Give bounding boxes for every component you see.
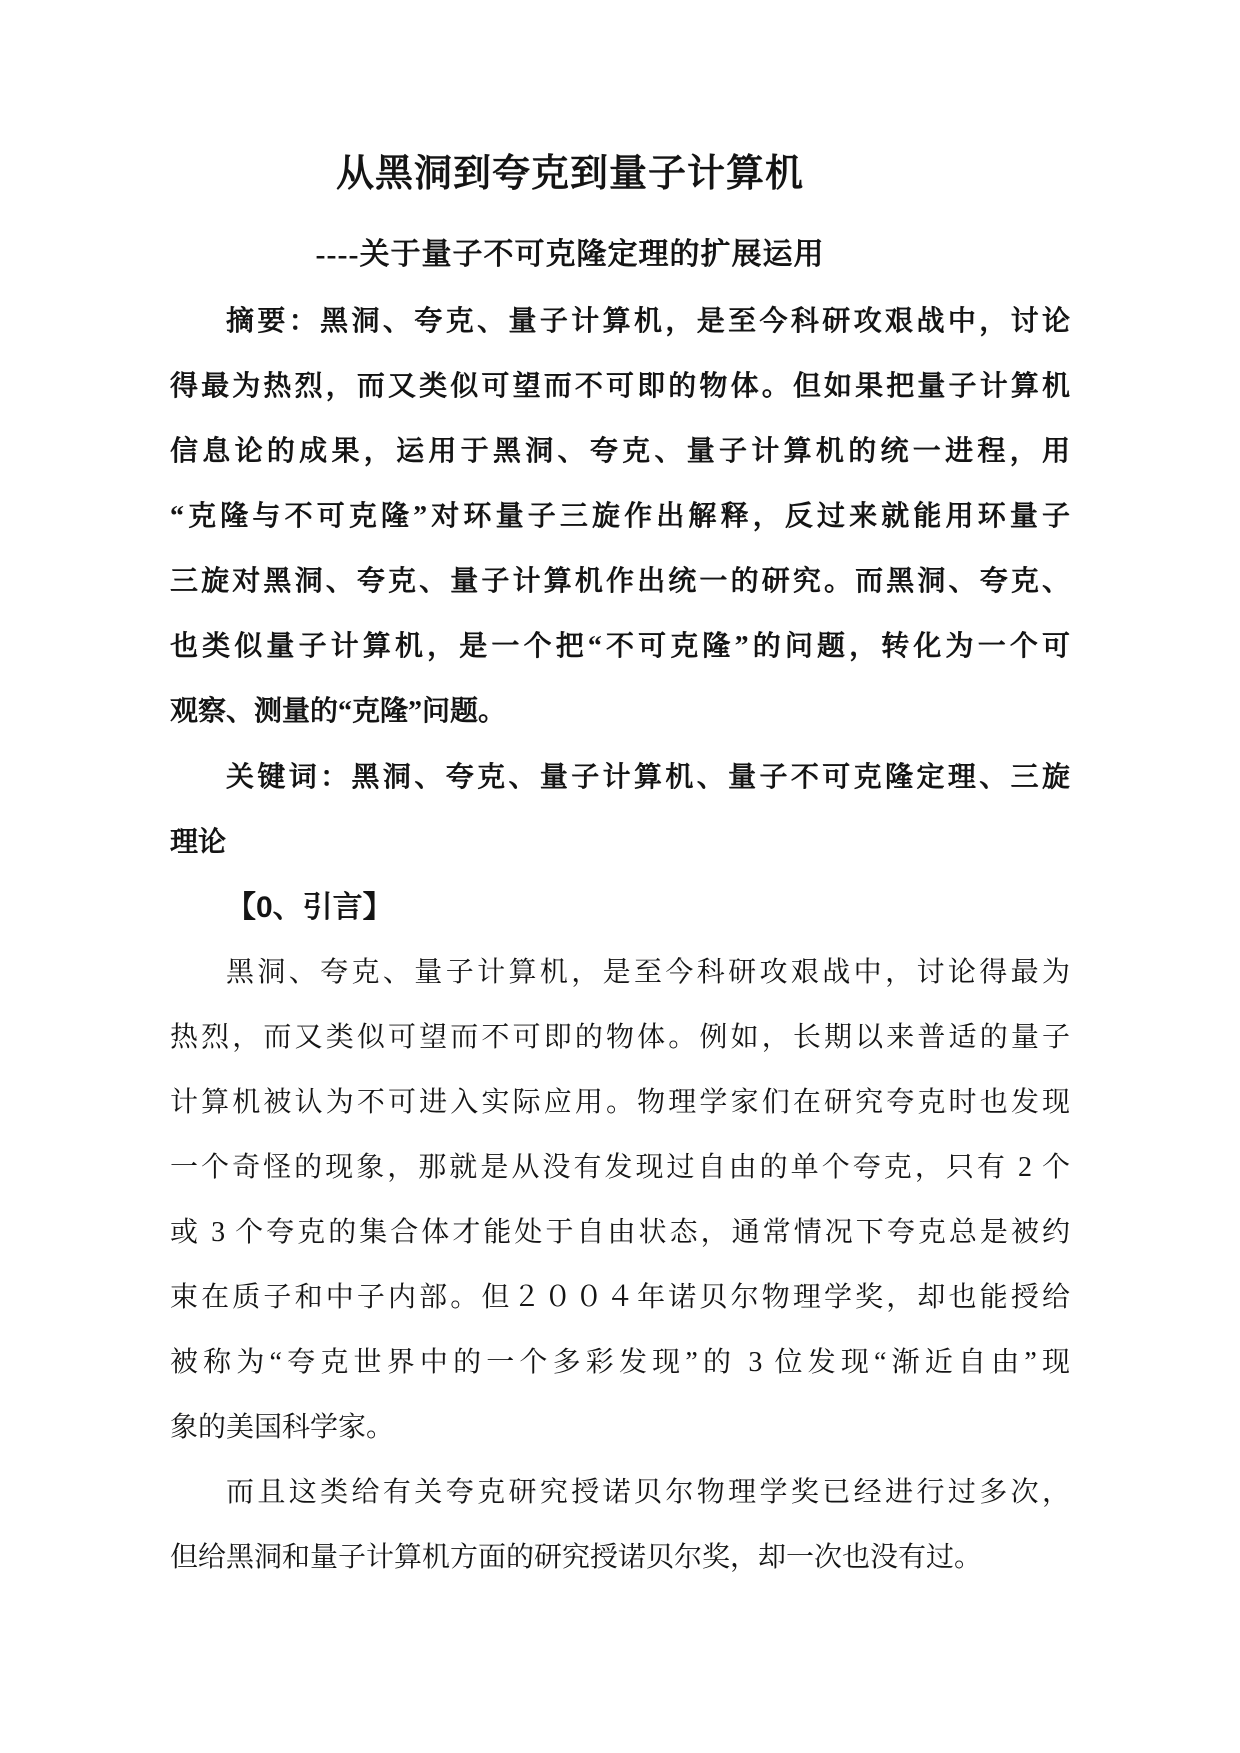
keywords-line: 理论 [170, 827, 227, 858]
body-line: 一个奇怪的现象，那就是从没有发现过自由的单个夸克，只有 2 个 [170, 1152, 1070, 1183]
abstract-line: 三旋对黑洞、夸克、量子计算机作出统一的研究。而黑洞、夸克、 [170, 566, 1070, 597]
body-line: 束在质子和中子内部。但２００４年诺贝尔物理学奖，却也能授给 [170, 1282, 1070, 1313]
document-title: 从黑洞到夸克到量子计算机 [335, 153, 804, 195]
abstract-line: 得最为热烈，而又类似可望而不可即的物体。但如果把量子计算机 [170, 371, 1070, 402]
abstract-line: “克隆与不可克隆”对环量子三旋作出解释，反过来就能用环量子 [170, 501, 1070, 532]
document-subtitle: ----关于量子不可克隆定理的扩展运用 [315, 238, 825, 271]
keywords-label: 关键词： [226, 761, 352, 792]
body-line: 但给黑洞和量子计算机方面的研究授诺贝尔奖，却一次也没有过。 [170, 1542, 983, 1573]
keywords-text: 黑洞、夸克、量子计算机、量子不可克隆定理、三旋 [351, 762, 1070, 793]
title-block [170, 144, 1070, 280]
intro-paragraph-1 [170, 940, 1070, 1460]
abstract-line [170, 288, 1070, 354]
abstract-line: 信息论的成果，运用于黑洞、夸克、量子计算机的统一进程，用 [170, 436, 1070, 467]
keywords-line [170, 744, 1070, 810]
body-line: 计算机被认为不可进入实际应用。物理学家们在研究夸克时也发现 [170, 1087, 1070, 1118]
abstract-paragraph [170, 288, 1070, 744]
body-line: 黑洞、夸克、量子计算机，是至今科研攻艰战中，讨论得最为 [226, 957, 1070, 988]
abstract-text: 黑洞、夸克、量子计算机，是至今科研攻艰战中，讨论 [320, 306, 1070, 337]
abstract-line: 观察、测量的“克隆”问题。 [170, 696, 507, 727]
abstract-line: 也类似量子计算机，是一个把“不可克隆”的问题，转化为一个可 [170, 631, 1070, 662]
body-line: 热烈，而又类似可望而不可即的物体。例如，长期以来普适的量子 [170, 1022, 1070, 1053]
section-heading-introduction: 【0、引言】 [226, 891, 393, 924]
body-line: 被称为“夸克世界中的一个多彩发现”的 3 位发现“渐近自由”现 [170, 1347, 1070, 1378]
body-line: 而且这类给有关夸克研究授诺贝尔物理学奖已经进行过多次， [226, 1477, 1070, 1508]
document-content [0, 144, 1240, 1590]
keywords-paragraph [170, 744, 1070, 875]
body-line: 或 3 个夸克的集合体才能处于自由状态，通常情况下夸克总是被约 [170, 1217, 1070, 1248]
abstract-label: 摘要： [226, 305, 321, 336]
intro-paragraph-2 [170, 1460, 1070, 1590]
body-line: 象的美国科学家。 [170, 1412, 395, 1443]
